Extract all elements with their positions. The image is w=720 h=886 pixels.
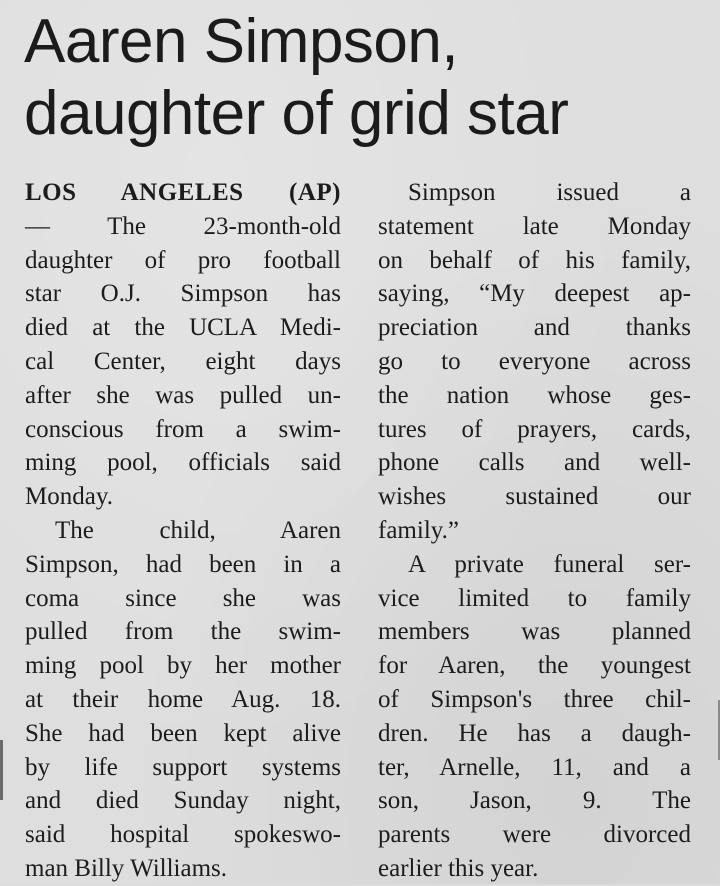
article-line: ter, Arnelle, 11, and a <box>378 753 691 781</box>
article-line: — The 23-month-old <box>25 212 341 240</box>
article-line: pulled from the swim- <box>25 618 341 646</box>
article-line: died at the UCLA Medi- <box>25 314 341 342</box>
article-line: earlier this year. <box>378 854 539 882</box>
article-line: wishes sustained our <box>378 483 691 511</box>
article-line: the nation whose ges- <box>378 381 691 409</box>
article-line: Simpson, had been in a <box>25 550 341 578</box>
article-line: saying, “My deepest ap- <box>378 280 691 308</box>
article-line: at their home Aug. 18. <box>25 685 341 713</box>
headline-line-1: Aaren Simpson, <box>24 7 459 76</box>
article-line: said hospital spokeswo- <box>25 821 341 849</box>
article-line: She had been kept alive <box>25 719 341 747</box>
article-line: man Billy Williams. <box>25 854 228 882</box>
article-line: vice limited to family <box>378 584 691 612</box>
article-line: members was planned <box>378 618 691 646</box>
article-line: son, Jason, 9. The <box>378 787 691 815</box>
article-line: preciation and thanks <box>378 314 691 342</box>
article-line: Simpson issued a <box>408 179 691 206</box>
article-line: dren. He has a daugh- <box>378 719 691 747</box>
article-line: star O.J. Simpson has <box>25 280 341 308</box>
article-line: coma since she was <box>25 584 341 612</box>
article-line: on behalf of his family, <box>378 246 691 274</box>
article-line: daughter of pro football <box>25 246 341 274</box>
article-line: for Aaren, the youngest <box>378 652 691 680</box>
article-line: family.” <box>378 516 459 544</box>
article-line: conscious from a swim- <box>25 415 341 443</box>
article-line: go to everyone across <box>378 347 691 375</box>
article-line: after she was pulled un- <box>25 381 341 409</box>
article-column-left <box>25 176 341 886</box>
scan-edge-mark <box>0 740 3 800</box>
article-column-right <box>378 176 691 886</box>
article-line: cal Center, eight days <box>25 347 341 375</box>
dateline: LOS ANGELES (AP) <box>25 179 341 206</box>
article-line: parents were divorced <box>378 821 691 849</box>
headline-line-2: daughter of grid star <box>24 79 569 148</box>
article-line: by life support systems <box>25 753 341 781</box>
article-line: ming pool by her mother <box>25 652 341 680</box>
article-line: of Simpson's three chil- <box>378 685 691 713</box>
article-line: A private funeral ser- <box>408 550 691 578</box>
article-line: and died Sunday night, <box>25 787 341 815</box>
article-line: ming pool, officials said <box>25 449 341 477</box>
article-line: statement late Monday <box>378 212 691 240</box>
article-line: phone calls and well- <box>378 449 691 477</box>
headline <box>24 6 714 150</box>
article-line: tures of prayers, cards, <box>378 415 691 443</box>
article-line: The child, Aaren <box>55 516 341 544</box>
article-line: Monday. <box>25 483 113 511</box>
